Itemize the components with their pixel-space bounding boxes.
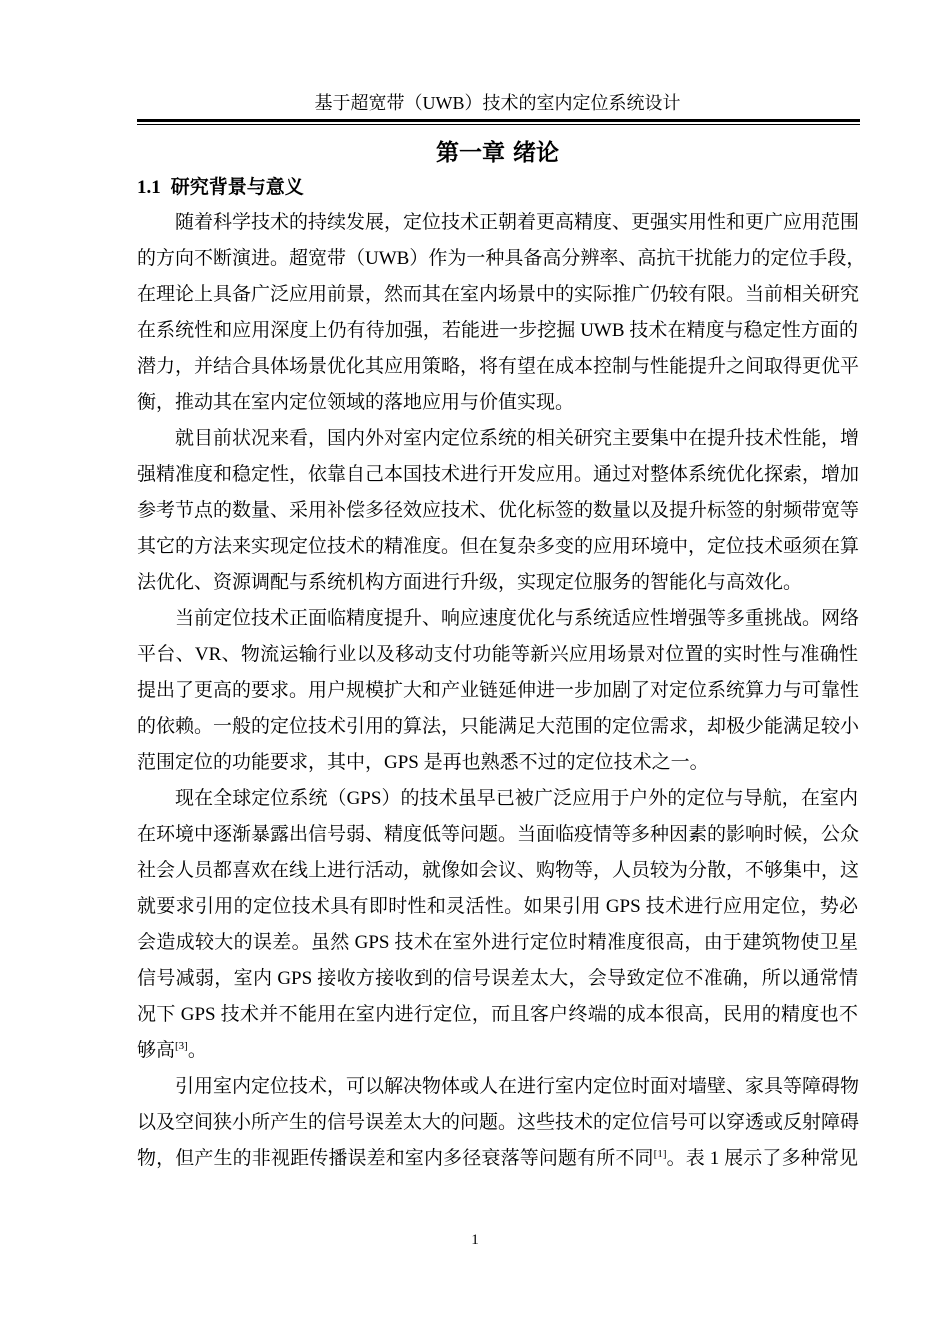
paragraph-line: 参考节点的数量、采用补偿多径效应技术、优化标签的数量以及提升标签的射频带宽等 (137, 500, 860, 521)
paragraph-line: 会造成较大的误差。虽然 GPS 技术在室外进行定位时精准度很高，由于建筑物使卫星 (137, 932, 858, 953)
paragraph-line: 在系统性和应用深度上仍有待加强，若能进一步挖掘 UWB 技术在精度与稳定性方面的 (137, 320, 858, 341)
paragraph-line: 就要求引用的定位技术具有即时性和灵活性。如果引用 GPS 技术进行应用定位，势必 (137, 896, 858, 917)
paragraph (137, 1069, 858, 1177)
paragraph-line: 平台、VR、物流运输行业以及移动支付功能等新兴应用场景对位置的实时性与准确性 (137, 644, 858, 665)
paragraph-line: 潜力，并结合具体场景优化其应用策略，将有望在成本控制与性能提升之间取得更优平 (137, 356, 860, 377)
body-text (137, 205, 866, 1177)
paragraph (137, 421, 858, 601)
chapter-title: 第一章 绪论 (435, 140, 559, 166)
paragraph-line: 现在全球定位系统（GPS）的技术虽早已被广泛应用于户外的定位与导航，在室内 (175, 788, 858, 809)
paragraph-line: 强精准度和稳定性，依靠自己本国技术进行开发应用。通过对整体系统优化探索，增加 (137, 464, 860, 485)
paragraph-line: 当前定位技术正面临精度提升、响应速度优化与系统适应性增强等多重挑战。网络 (175, 608, 860, 629)
text-run: 物，但产生的非视距传播误差和室内多径衰落等问题有所不同 (137, 1148, 654, 1169)
paragraph-line: 其它的方法来实现定位技术的精准度。但在复杂多变的应用环境中，定位技术亟须在算 (137, 536, 860, 557)
paragraph (137, 781, 858, 1069)
page-number: 1 (471, 1232, 479, 1248)
text-run: 。 (187, 1040, 207, 1061)
paragraph-line: 就目前状况来看，国内外对室内定位系统的相关研究主要集中在提升技术性能，增 (175, 428, 860, 449)
paragraph-line: 随着科学技术的持续发展，定位技术正朝着更高精度、更强实用性和更广应用范围 (175, 212, 860, 233)
paragraph-line: 的依赖。一般的定位技术引用的算法，只能满足大范围的定位需求，却极少能满足较小 (137, 716, 860, 737)
paragraph-line (137, 1033, 858, 1069)
paragraph-line: 在环境中逐渐暴露出信号弱、精度低等问题。当面临疫情等多种因素的影响时候，公众 (137, 824, 860, 845)
paragraph-line: 提出了更高的要求。用户规模扩大和产业链延伸进一步加剧了对定位系统算力与可靠性 (137, 680, 860, 701)
paragraph-line: 法优化、资源调配与系统机构方面进行升级，实现定位服务的智能化与高效化。 (137, 572, 803, 593)
text-run: 。表 1 展示了多种常见 (666, 1148, 858, 1169)
paragraph (137, 205, 866, 421)
paragraph-line: 在理论上具备广泛应用前景，然而其在室内场景中的实际推广仍较有限。当前相关研究 (137, 284, 860, 305)
paragraph-line: 引用室内定位技术，可以解决物体或人在进行室内定位时面对墙壁、家具等障碍物 (175, 1076, 860, 1097)
header-rule-thick (137, 119, 860, 122)
paragraph-line: 以及空间狭小所产生的信号误差太大的问题。这些技术的定位信号可以穿透或反射障碍 (137, 1112, 860, 1133)
paragraph-line: 衡，推动其在室内定位领域的落地应用与价值实现。 (137, 392, 575, 413)
paragraph (137, 601, 858, 781)
section-title: 研究背景与意义 (170, 176, 304, 198)
citation: [3] (175, 1040, 188, 1052)
text-run: 够高 (137, 1040, 176, 1061)
citation: [1] (653, 1148, 667, 1160)
section-heading (137, 172, 304, 203)
paragraph-line (137, 1141, 858, 1177)
paragraph-line: 范围定位的功能要求，其中，GPS 是再也熟悉不过的定位技术之一。 (137, 752, 709, 773)
paragraph-line: 况下 GPS 技术并不能用在室内进行定位，而且客户终端的成本很高，民用的精度也不 (137, 1004, 858, 1025)
paragraph-line: 的方向不断演进。超宽带（UWB）作为一种具备高分辨率、高抗干扰能力的定位手段， (137, 248, 866, 269)
paragraph-line: 社会人员都喜欢在线上进行活动，就像如会议、购物等，人员较为分散，不够集中，这 (137, 860, 860, 881)
section-number: 1.1 (137, 177, 161, 198)
running-header: 基于超宽带（UWB）技术的室内定位系统设计 (314, 93, 681, 113)
header-rule-thin (137, 124, 860, 125)
paragraph-line: 信号减弱，室内 GPS 接收方接收到的信号误差太大，会导致定位不准确，所以通常情 (137, 968, 858, 989)
